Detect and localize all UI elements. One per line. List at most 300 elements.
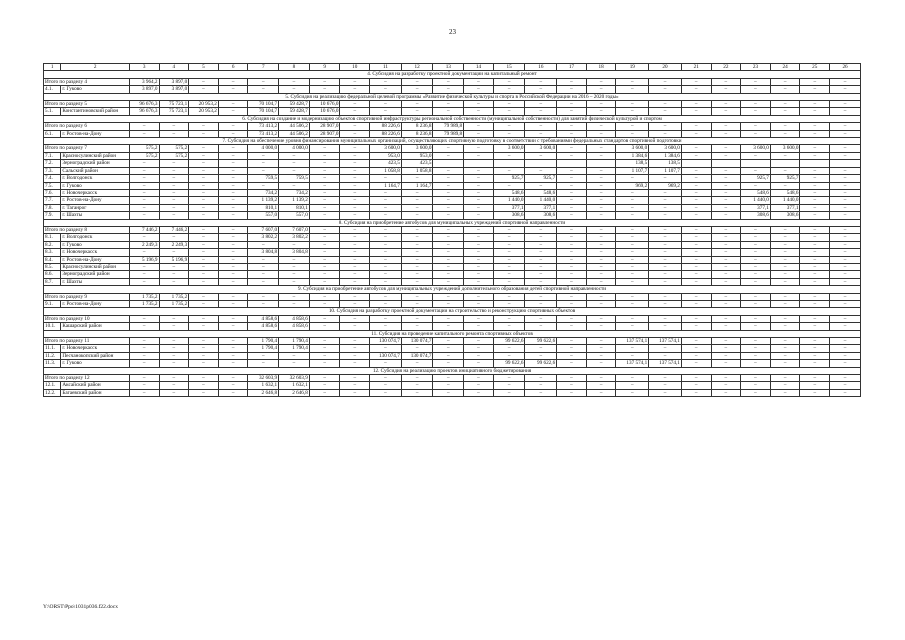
value-cell: – [711, 315, 741, 322]
value-cell: – [616, 226, 649, 233]
value-cell: – [189, 212, 219, 219]
value-cell: 130 074,7 [370, 352, 402, 359]
value-cell: – [800, 197, 830, 204]
value-cell: – [464, 167, 494, 174]
value-cell: – [830, 323, 861, 330]
row-number: 5.1. [44, 108, 61, 115]
value-cell: – [830, 123, 861, 130]
value-cell: – [433, 145, 464, 152]
value-cell: – [433, 152, 464, 159]
value-cell: 137 574,1 [649, 360, 682, 367]
value-cell: – [770, 226, 800, 233]
value-cell: – [586, 352, 616, 359]
value-cell: – [218, 145, 248, 152]
value-cell: – [681, 86, 711, 93]
value-cell: 1 735,2 [129, 293, 159, 300]
value-cell: – [189, 86, 219, 93]
value-cell: – [649, 234, 682, 241]
value-cell: – [800, 101, 830, 108]
value-cell: – [711, 226, 741, 233]
value-cell: 548,6 [525, 189, 557, 196]
value-cell: – [433, 256, 464, 263]
municipality-name: Красносулинский район [61, 263, 130, 270]
value-cell: 138,5 [616, 160, 649, 167]
value-cell: 28 907,0 [309, 123, 340, 130]
value-cell: – [493, 323, 525, 330]
value-cell: – [464, 101, 494, 108]
table-row [44, 86, 861, 93]
municipality-name: г. Ростов-на-Дону [61, 301, 130, 308]
value-cell: – [189, 256, 219, 263]
value-cell: – [218, 263, 248, 270]
value-cell: – [830, 167, 861, 174]
table-row [44, 167, 861, 174]
value-cell: – [711, 278, 741, 285]
total-row [44, 315, 861, 322]
value-cell: – [557, 323, 587, 330]
value-cell: – [401, 249, 433, 256]
value-cell: – [493, 234, 525, 241]
value-cell [433, 160, 464, 167]
section-title-row [44, 219, 861, 226]
value-cell: – [770, 152, 800, 159]
value-cell: – [557, 389, 587, 396]
value-cell: – [557, 204, 587, 211]
value-cell: 7 446,2 [129, 226, 159, 233]
value-cell: – [493, 301, 525, 308]
value-cell: – [464, 145, 494, 152]
section-title-row [44, 308, 861, 315]
value-cell: – [129, 249, 159, 256]
value-cell: – [557, 345, 587, 352]
value-cell: – [493, 352, 525, 359]
value-cell: – [800, 375, 830, 382]
value-cell: – [129, 123, 159, 130]
value-cell: – [464, 123, 494, 130]
value-cell: 99 622,6 [525, 338, 557, 345]
value-cell: – [557, 241, 587, 248]
column-header: 21 [681, 64, 711, 71]
value-cell: – [649, 249, 682, 256]
value-cell: – [464, 175, 494, 182]
section-title-row [44, 71, 861, 78]
municipality-name: Аксайский район [61, 382, 130, 389]
value-cell: – [681, 167, 711, 174]
value-cell: 1 735,2 [129, 301, 159, 308]
value-cell: 130 074,7 [401, 352, 433, 359]
value-cell: – [279, 271, 310, 278]
value-cell: – [433, 182, 464, 189]
row-number: 7.5. [44, 182, 61, 189]
value-cell: – [464, 352, 494, 359]
value-cell: – [557, 338, 587, 345]
value-cell: – [770, 101, 800, 108]
row-number: 7.6. [44, 189, 61, 196]
value-cell: – [741, 123, 771, 130]
value-cell: – [649, 241, 682, 248]
column-header: 22 [711, 64, 741, 71]
value-cell [800, 160, 830, 167]
value-cell: – [711, 263, 741, 270]
value-cell: – [616, 278, 649, 285]
value-cell: – [309, 241, 340, 248]
value-cell: – [830, 375, 861, 382]
value-cell: – [525, 389, 557, 396]
value-cell: – [464, 108, 494, 115]
value-cell: – [218, 160, 248, 167]
value-cell: 44 506,2 [279, 130, 310, 137]
value-cell: – [800, 315, 830, 322]
value-cell: – [616, 123, 649, 130]
value-cell: – [189, 375, 219, 382]
value-cell: – [711, 234, 741, 241]
value-cell: – [401, 382, 433, 389]
value-cell: – [189, 182, 219, 189]
value-cell: – [830, 108, 861, 115]
value-cell: – [741, 375, 771, 382]
municipality-name: г. Гуково [61, 182, 130, 189]
value-cell: – [830, 78, 861, 85]
value-cell: – [433, 345, 464, 352]
value-cell: – [493, 167, 525, 174]
value-cell: 3 804,8 [279, 249, 310, 256]
value-cell: – [586, 375, 616, 382]
value-cell: – [401, 293, 433, 300]
value-cell: – [279, 182, 310, 189]
value-cell: – [370, 175, 402, 182]
value-cell: – [433, 360, 464, 367]
value-cell: – [649, 256, 682, 263]
value-cell: – [586, 123, 616, 130]
value-cell: – [493, 86, 525, 93]
value-cell: – [711, 241, 741, 248]
value-cell: – [340, 78, 370, 85]
total-row [44, 123, 861, 130]
value-cell: – [711, 108, 741, 115]
value-cell: – [129, 182, 159, 189]
value-cell: – [525, 263, 557, 270]
value-cell: – [370, 315, 402, 322]
value-cell: – [741, 382, 771, 389]
value-cell: – [525, 241, 557, 248]
value-cell: – [159, 175, 189, 182]
value-cell: – [711, 189, 741, 196]
value-cell: – [800, 382, 830, 389]
value-cell: – [279, 263, 310, 270]
value-cell: 925,7 [770, 175, 800, 182]
value-cell: 4 000,0 [248, 145, 279, 152]
value-cell: 3 600,0 [525, 145, 557, 152]
value-cell: – [616, 101, 649, 108]
value-cell: – [248, 301, 279, 308]
row-number: 8.7. [44, 278, 61, 285]
value-cell: – [248, 360, 279, 367]
value-cell: – [218, 226, 248, 233]
value-cell: 2 249,3 [159, 241, 189, 248]
value-cell: – [711, 78, 741, 85]
value-cell: – [309, 352, 340, 359]
value-cell: 10 676,0 [309, 108, 340, 115]
value-cell: – [248, 271, 279, 278]
value-cell: – [830, 130, 861, 137]
value-cell: – [433, 204, 464, 211]
value-cell: – [770, 323, 800, 330]
value-cell: – [129, 352, 159, 359]
value-cell: 377,1 [741, 204, 771, 211]
value-cell: 3 802,2 [279, 234, 310, 241]
value-cell: – [711, 352, 741, 359]
value-cell: – [218, 182, 248, 189]
value-cell: – [493, 226, 525, 233]
column-header: 13 [433, 64, 464, 71]
value-cell: – [586, 293, 616, 300]
value-cell: – [681, 130, 711, 137]
value-cell: 10 676,0 [309, 101, 340, 108]
value-cell: – [586, 278, 616, 285]
value-cell: – [525, 271, 557, 278]
value-cell: – [189, 175, 219, 182]
value-cell: – [616, 382, 649, 389]
value-cell: – [279, 360, 310, 367]
value-cell: – [586, 338, 616, 345]
municipality-name: г. Новочеркасск [61, 345, 130, 352]
value-cell: – [464, 338, 494, 345]
value-cell: – [770, 256, 800, 263]
value-cell: 1 790,4 [279, 345, 310, 352]
value-cell: – [741, 182, 771, 189]
value-cell: – [711, 382, 741, 389]
value-cell: – [586, 175, 616, 182]
section-title-row [44, 367, 861, 374]
value-cell: – [159, 338, 189, 345]
value-cell: – [129, 189, 159, 196]
table-row [44, 197, 861, 204]
value-cell: – [464, 212, 494, 219]
value-cell: – [681, 323, 711, 330]
value-cell: – [741, 352, 771, 359]
value-cell: – [493, 108, 525, 115]
value-cell: – [800, 301, 830, 308]
value-cell: 5 196,9 [159, 256, 189, 263]
value-cell: – [159, 249, 189, 256]
value-cell: – [616, 315, 649, 322]
value-cell: – [681, 101, 711, 108]
column-header: 5 [189, 64, 219, 71]
total-row [44, 226, 861, 233]
column-header: 11 [370, 64, 402, 71]
municipality-name: г. Гуково [61, 360, 130, 367]
value-cell: – [741, 256, 771, 263]
value-cell: – [218, 189, 248, 196]
value-cell: – [309, 160, 340, 167]
value-cell: 73 413,2 [248, 130, 279, 137]
value-cell: – [433, 212, 464, 219]
value-cell: 70 104,7 [248, 101, 279, 108]
value-cell: – [129, 360, 159, 367]
value-cell [586, 160, 616, 167]
value-cell: – [433, 301, 464, 308]
value-cell: – [340, 271, 370, 278]
value-cell: – [649, 375, 682, 382]
value-cell: – [159, 123, 189, 130]
value-cell: 1 139,2 [279, 197, 310, 204]
value-cell: – [681, 197, 711, 204]
value-cell: – [248, 86, 279, 93]
value-cell: 377,1 [493, 204, 525, 211]
value-cell: – [649, 389, 682, 396]
value-cell: – [770, 352, 800, 359]
value-cell: – [741, 101, 771, 108]
value-cell: – [493, 101, 525, 108]
value-cell: – [370, 323, 402, 330]
total-label: Итого по разделу 12 [44, 375, 130, 382]
value-cell: – [741, 389, 771, 396]
column-header: 26 [830, 64, 861, 71]
value-cell: – [433, 249, 464, 256]
value-cell: – [433, 375, 464, 382]
value-cell: – [218, 315, 248, 322]
value-cell: – [279, 160, 310, 167]
value-cell: – [340, 256, 370, 263]
value-cell: – [218, 108, 248, 115]
value-cell: – [830, 293, 861, 300]
value-cell: – [433, 241, 464, 248]
value-cell: – [159, 182, 189, 189]
value-cell: – [309, 338, 340, 345]
value-cell: – [309, 212, 340, 219]
value-cell: – [557, 382, 587, 389]
subsidy-table [43, 63, 861, 397]
value-cell: – [248, 352, 279, 359]
value-cell: – [800, 389, 830, 396]
value-cell: – [557, 145, 587, 152]
value-cell: 548,6 [741, 189, 771, 196]
value-cell: – [129, 271, 159, 278]
value-cell: – [340, 160, 370, 167]
value-cell: – [433, 78, 464, 85]
value-cell: – [800, 345, 830, 352]
section-title: 12. Субсидия на реализацию проектов инициативного бюджетирования [44, 367, 861, 374]
value-cell: – [800, 256, 830, 263]
value-cell: – [401, 271, 433, 278]
table-body [44, 64, 861, 397]
total-label: Итого по разделу 7 [44, 145, 130, 152]
value-cell: – [741, 167, 771, 174]
municipality-name: Константиновский район [61, 108, 130, 115]
value-cell: – [370, 389, 402, 396]
value-cell: – [370, 234, 402, 241]
value-cell: – [340, 360, 370, 367]
value-cell: 377,1 [770, 204, 800, 211]
value-cell: – [370, 204, 402, 211]
value-cell: 44 506,2 [279, 123, 310, 130]
value-cell: – [586, 101, 616, 108]
value-cell: – [218, 234, 248, 241]
value-cell: – [129, 167, 159, 174]
value-cell: – [557, 101, 587, 108]
column-header: 18 [586, 64, 616, 71]
value-cell: – [159, 375, 189, 382]
value-cell: – [401, 315, 433, 322]
total-label: Итого по разделу 4 [44, 78, 130, 85]
value-cell: – [248, 167, 279, 174]
value-cell [770, 160, 800, 167]
value-cell: 3 897,0 [159, 86, 189, 93]
table-row [44, 278, 861, 285]
value-cell: 3 804,8 [248, 249, 279, 256]
value-cell: – [279, 301, 310, 308]
value-cell: – [493, 241, 525, 248]
value-cell: – [464, 375, 494, 382]
value-cell: – [218, 360, 248, 367]
value-cell: – [681, 241, 711, 248]
footer-file-path: Y:\ORST\Ppo\1031p036.f22.docx [43, 604, 118, 610]
value-cell: – [218, 323, 248, 330]
value-cell: – [800, 293, 830, 300]
value-cell: – [464, 241, 494, 248]
value-cell: – [401, 204, 433, 211]
value-cell: – [189, 301, 219, 308]
section-title: 9. Субсидия на приобретение автобусов для муниципальных учреждений дополнительного образования детей спортивной направленности [44, 286, 861, 293]
value-cell: – [800, 352, 830, 359]
value-cell: – [493, 315, 525, 322]
value-cell: – [309, 375, 340, 382]
value-cell: 3 600,0 [401, 145, 433, 152]
value-cell: 137 574,1 [616, 338, 649, 345]
value-cell: – [340, 241, 370, 248]
value-cell: – [741, 323, 771, 330]
value-cell: – [800, 271, 830, 278]
value-cell: – [433, 263, 464, 270]
value-cell: – [493, 278, 525, 285]
value-cell: – [464, 301, 494, 308]
value-cell: 3 600,0 [616, 145, 649, 152]
value-cell: – [711, 145, 741, 152]
value-cell: – [248, 241, 279, 248]
value-cell: – [493, 249, 525, 256]
value-cell: – [557, 360, 587, 367]
value-cell: – [493, 123, 525, 130]
value-cell: – [711, 167, 741, 174]
value-cell: – [711, 86, 741, 93]
column-header: 12 [401, 64, 433, 71]
section-title-row [44, 93, 861, 100]
value-cell: – [401, 108, 433, 115]
value-cell: – [309, 271, 340, 278]
value-cell: 734,2 [279, 189, 310, 196]
value-cell: – [433, 86, 464, 93]
value-cell: – [800, 189, 830, 196]
value-cell: – [218, 338, 248, 345]
value-cell: – [309, 389, 340, 396]
table-row [44, 360, 861, 367]
value-cell: – [493, 382, 525, 389]
value-cell: – [557, 263, 587, 270]
value-cell: – [830, 315, 861, 322]
value-cell: – [159, 212, 189, 219]
value-cell: – [616, 197, 649, 204]
value-cell: – [493, 182, 525, 189]
value-cell: – [681, 123, 711, 130]
value-cell: – [279, 86, 310, 93]
value-cell: – [681, 256, 711, 263]
value-cell: – [586, 167, 616, 174]
table-row [44, 152, 861, 159]
value-cell: – [649, 212, 682, 219]
value-cell: – [557, 226, 587, 233]
value-cell: 734,2 [248, 189, 279, 196]
row-number: 7.7. [44, 197, 61, 204]
